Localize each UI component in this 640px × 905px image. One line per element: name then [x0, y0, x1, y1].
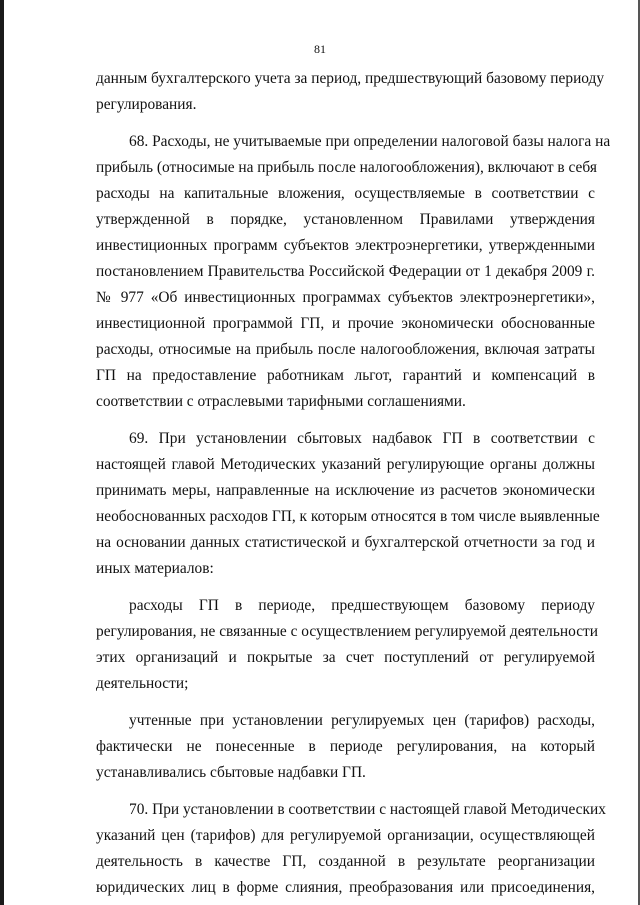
text-line: принимать меры, направленные на исключение из расчетов экономически — [96, 482, 595, 499]
text-line: постановлением Правительства Российской Федерации от 1 декабря 2009 г. — [96, 263, 595, 280]
text-line: необоснованных расходов ГП, к которым относятся в том числе выявленные — [96, 508, 600, 525]
list-item-line: учтенные при установлении регулируемых цен (тарифов) расходы, — [129, 712, 595, 729]
text-line: № 977 «Об инвестиционных программах субъектов электроэнергетики», — [96, 289, 595, 306]
list-item-line: расходы ГП в периоде, предшествующем базовому периоду — [129, 597, 595, 614]
text-line: регулирования, не связанные с осуществлением регулируемой деятельности — [96, 623, 598, 640]
text-line: на основании данных статистической и бухгалтерской отчетности за год и — [96, 534, 595, 551]
text-line: настоящей главой Методических указаний регулирующие органы должны — [96, 456, 595, 473]
text-line: юридических лиц в форме слияния, преобразования или присоединения, — [96, 879, 595, 896]
paragraph-68-line: 68. Расходы, не учитываемые при определении налоговой базы налога на — [129, 133, 611, 150]
paragraph-70-line: 70. При установлении в соответствии с настоящей главой Методических — [129, 801, 606, 818]
text-line: прибыль (относимые на прибыль после налогообложения), включают в себя — [96, 159, 597, 176]
text-line: инвестиционных программ субъектов электроэнергетики, утвержденными — [96, 237, 595, 254]
text-line: деятельности; — [96, 675, 189, 692]
text-line: фактически не понесенные в периоде регулирования, на который — [96, 738, 595, 755]
text-line: данным бухгалтерского учета за период, предшествующий базовому периоду — [96, 70, 605, 87]
text-line: деятельность в качестве ГП, созданной в результате реорганизации — [96, 853, 595, 870]
text-line: регулирования. — [96, 96, 197, 113]
text-line: устанавливались сбытовые надбавки ГП. — [96, 764, 366, 781]
text-line: расходы, относимые на прибыль после налогообложения, включая затраты — [96, 341, 595, 358]
text-line: ГП на предоставление работникам льгот, гарантий и компенсаций в — [96, 367, 595, 384]
text-line: иных материалов: — [96, 560, 214, 577]
document-body — [96, 66, 611, 901]
text-line: инвестиционной программой ГП, и прочие экономически обоснованные — [96, 315, 595, 332]
scan-left-edge — [0, 0, 4, 905]
paragraph-69-line: 69. При установлении сбытовых надбавок ГП в соответствии с — [129, 430, 595, 447]
page-number: 81 — [314, 42, 326, 56]
text-line: утвержденной в порядке, установленном Правилами утверждения — [96, 211, 595, 228]
text-line: расходы на капитальные вложения, осуществляемые в соответствии с — [96, 185, 595, 202]
text-line: этих организаций и покрытые за счет поступлений от регулируемой — [96, 649, 595, 666]
text-line: соответствии с отраслевыми тарифными соглашениями. — [96, 393, 466, 410]
text-line: указаний цен (тарифов) для регулируемой организации, осуществляющей — [96, 827, 595, 844]
